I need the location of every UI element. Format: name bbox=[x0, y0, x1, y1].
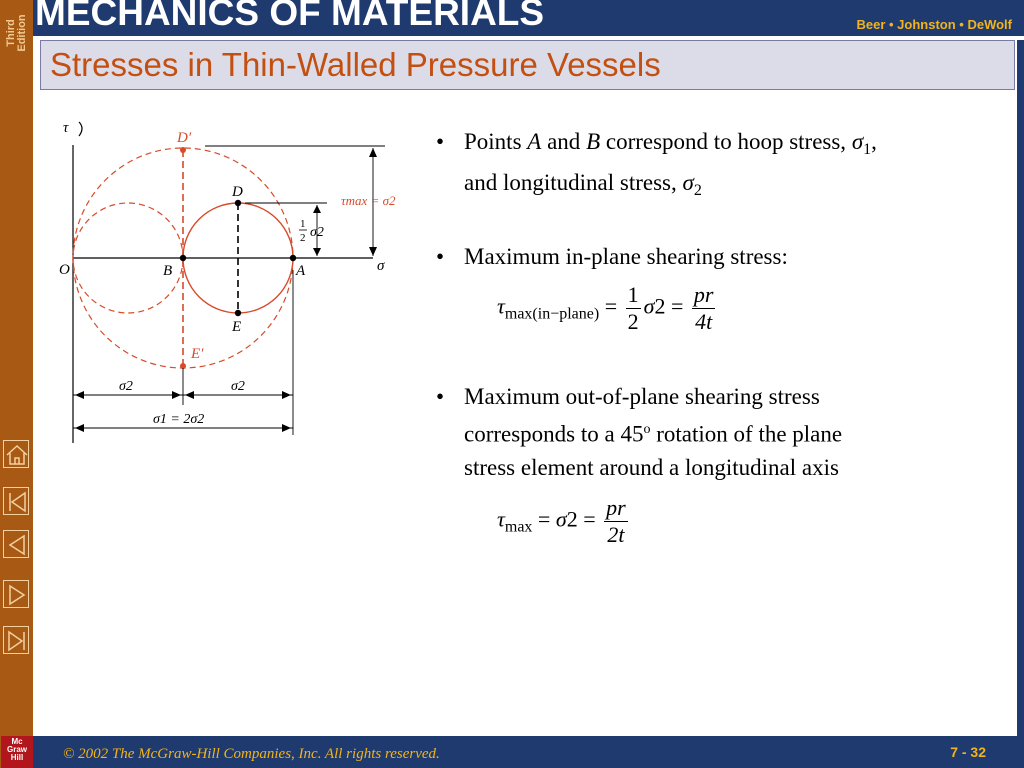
copyright-notice: © 2002 The McGraw-Hill Companies, Inc. All rights reserved. bbox=[63, 746, 440, 762]
point-e bbox=[235, 310, 241, 316]
page-number: 7 - 32 bbox=[950, 744, 986, 760]
bullet-text-part: stress element around a longitudinal axis bbox=[464, 454, 839, 480]
fraction-numerator: pr bbox=[693, 282, 714, 307]
bullet-text-part: , bbox=[871, 129, 877, 154]
equals-sign: = bbox=[577, 506, 602, 532]
bullet-text-part: corresponds to a 45 bbox=[464, 421, 644, 447]
sigma-symbol: σ bbox=[555, 506, 567, 532]
label-e: E bbox=[232, 319, 242, 335]
tau-subscript: max bbox=[504, 518, 533, 536]
sigma-subscript: 2 bbox=[693, 182, 702, 199]
bullet-text-part: Points bbox=[464, 129, 528, 154]
next-slide-icon[interactable] bbox=[3, 580, 29, 608]
sigma-subscript: 1 bbox=[863, 141, 872, 158]
bullet-text bbox=[464, 380, 1004, 484]
degree-superscript: o bbox=[643, 422, 651, 437]
sigma-symbol: σ bbox=[851, 129, 864, 154]
bullet-dot: • bbox=[436, 244, 445, 269]
home-icon[interactable] bbox=[3, 440, 29, 468]
dim-right-label: σ2 bbox=[231, 379, 245, 394]
dim-left-label: σ2 bbox=[119, 379, 133, 394]
sigma-symbol: σ bbox=[643, 293, 655, 319]
footer-bar bbox=[33, 736, 1024, 768]
fraction-denominator: 2t bbox=[607, 522, 625, 547]
tau-rotation-arrow-icon bbox=[79, 122, 82, 136]
bullet-text: Maximum in-plane shearing stress: bbox=[464, 244, 788, 269]
bullet-point-a: A bbox=[527, 129, 542, 154]
sigma-axis-label: σ bbox=[377, 258, 385, 274]
logo-line-2: Graw bbox=[6, 745, 27, 754]
fraction-denominator: 2 bbox=[627, 309, 639, 334]
tau-symbol: τ bbox=[497, 293, 505, 319]
half-num: 1 bbox=[300, 218, 306, 230]
bullet-text bbox=[464, 125, 1004, 207]
last-slide-icon[interactable] bbox=[3, 626, 29, 654]
bullet-text-part: and longitudinal stress, bbox=[464, 170, 683, 195]
half-sigma-label: σ2 bbox=[310, 225, 324, 240]
right-border bbox=[1017, 40, 1024, 736]
fraction-pr-2t bbox=[604, 495, 628, 548]
authors: Beer • Johnston • DeWolf bbox=[856, 17, 1012, 32]
bullet-point-b: B bbox=[586, 129, 601, 154]
slide-title: Stresses in Thin-Walled Pressure Vessels bbox=[50, 46, 661, 83]
fraction-denominator: 4t bbox=[695, 309, 713, 334]
point-d bbox=[235, 200, 241, 206]
bullet-text-part: correspond to hoop stress, bbox=[600, 129, 852, 154]
mcgraw-hill-logo bbox=[1, 736, 33, 768]
equation-out-of-plane bbox=[497, 495, 631, 548]
point-a bbox=[290, 255, 296, 261]
equation-in-plane bbox=[497, 282, 718, 335]
sigma-symbol: σ bbox=[682, 170, 694, 195]
edition-line-2: Edition bbox=[16, 14, 28, 52]
label-o: O bbox=[59, 262, 70, 278]
fraction-pr-4t bbox=[692, 282, 716, 335]
dim-total-label: σ1 = 2σ2 bbox=[153, 412, 205, 427]
course-title: MECHANICS OF MATERIALS bbox=[35, 0, 545, 33]
sidebar bbox=[0, 0, 33, 768]
tau-axis-label: τ bbox=[63, 120, 69, 136]
fraction-one-half bbox=[626, 282, 641, 335]
label-e-prime: E′ bbox=[191, 346, 204, 362]
fraction-numerator: pr bbox=[606, 495, 626, 520]
tau-max-label: τmax = σ2 bbox=[341, 193, 396, 208]
sigma-subscript: 2 bbox=[654, 293, 666, 319]
tau-symbol: τ bbox=[497, 506, 505, 532]
slide-title-box bbox=[40, 40, 1015, 90]
header-bar bbox=[33, 0, 1024, 36]
half-den: 2 bbox=[300, 232, 306, 244]
first-slide-icon[interactable] bbox=[3, 487, 29, 515]
logo-line-1: Mc bbox=[11, 737, 23, 746]
edition-label bbox=[6, 0, 28, 68]
label-d-prime: D′ bbox=[177, 130, 192, 146]
fraction-numerator: 1 bbox=[627, 282, 639, 307]
label-a: A bbox=[296, 263, 306, 279]
point-d-prime bbox=[180, 147, 186, 153]
sigma-subscript: 2 bbox=[566, 506, 578, 532]
tau-subscript: max(in−plane) bbox=[504, 305, 600, 323]
point-b bbox=[180, 255, 186, 261]
previous-slide-icon[interactable] bbox=[3, 530, 29, 558]
logo-line-3: Hill bbox=[10, 753, 24, 762]
bullet-dot: • bbox=[436, 129, 445, 154]
bullet-text-part: Maximum out-of-plane shearing stress bbox=[464, 384, 820, 409]
label-b: B bbox=[163, 263, 173, 279]
equals-sign: = bbox=[532, 506, 556, 532]
equals-sign: = bbox=[665, 293, 689, 319]
label-d: D bbox=[232, 184, 243, 200]
bullet-dot: • bbox=[436, 384, 445, 409]
bullet-text-part: rotation of the plane bbox=[650, 421, 843, 447]
bullet-text-part: and bbox=[541, 129, 587, 154]
edition-line-1: Third bbox=[5, 19, 17, 47]
equals-sign: = bbox=[599, 293, 623, 319]
mohr-circle-diagram bbox=[55, 110, 415, 450]
